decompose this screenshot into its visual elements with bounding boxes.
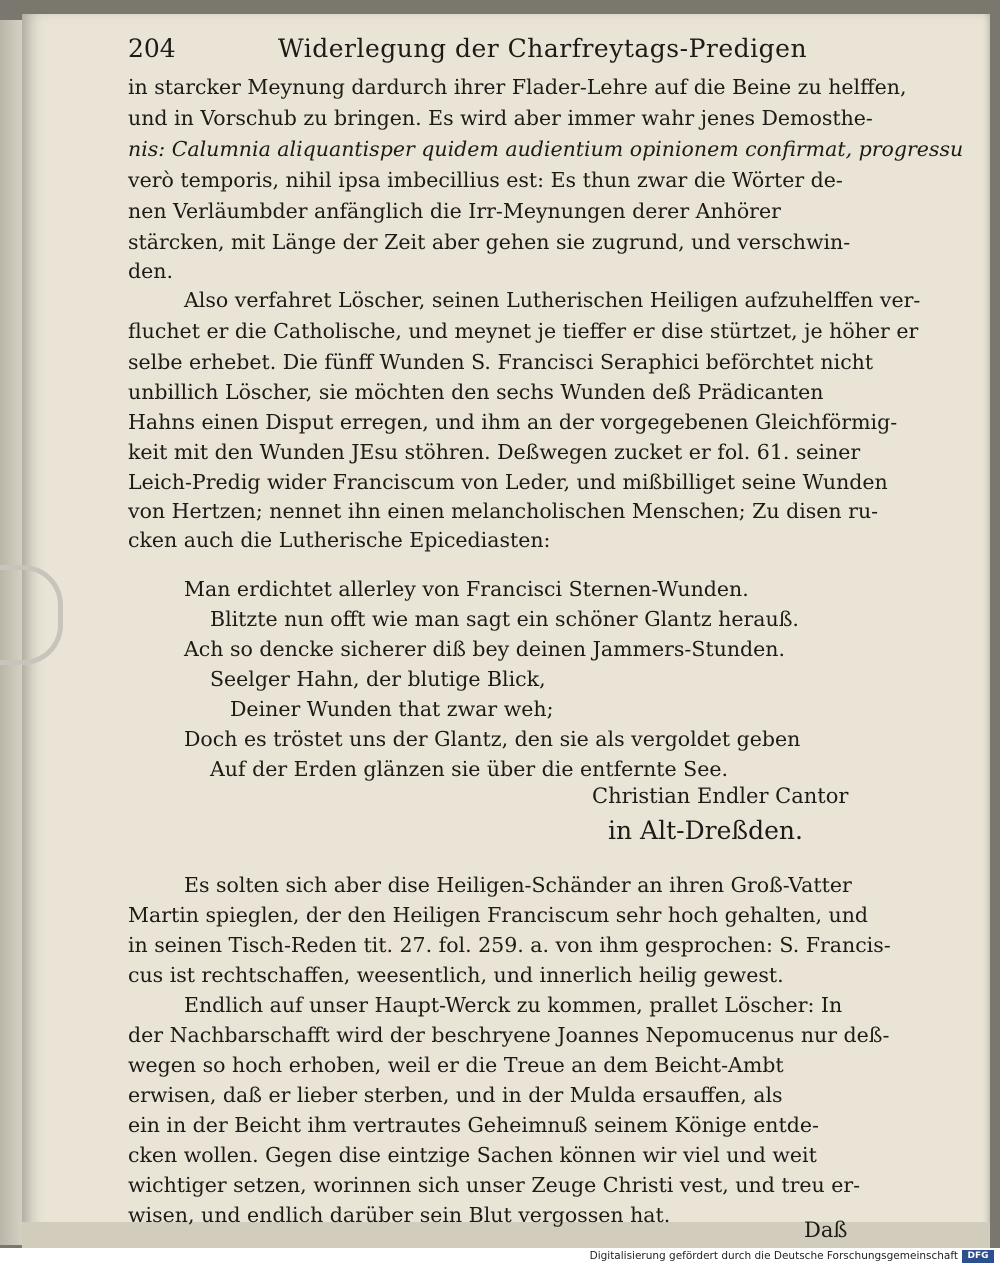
poem-line: Blitzte nun offt wie man sagt ein schöner Glantz herauß.: [210, 607, 799, 631]
body-line: den.: [128, 259, 173, 283]
book-clip: [0, 565, 63, 665]
body-line: wisen, und endlich darüber sein Blut vergossen hat.: [128, 1203, 671, 1227]
body-line: Hahns einen Disput erregen, und ihm an der vorgegebenen Gleichförmig-: [128, 410, 898, 434]
body-line: selbe erhebet. Die fünff Wunden S. Francisci Seraphici beförchtet nicht: [128, 350, 874, 374]
running-header: [128, 34, 888, 68]
poem-line: Seelger Hahn, der blutige Blick,: [210, 667, 546, 691]
poem-line: Auf der Erden glänzen sie über die entfernte See.: [210, 757, 729, 781]
body-line: in starcker Meynung dardurch ihrer Flader-Lehre auf die Beine zu helffen,: [128, 75, 907, 99]
body-line: nen Verläumbder anfänglich die Irr-Meynungen derer Anhörer: [128, 199, 781, 223]
body-line: verò temporis, nihil ipsa imbecillius est: Es thun zwar die Wörter de-: [128, 168, 843, 192]
dfg-logo: DFG: [962, 1250, 994, 1263]
body-line: Also verfahret Löscher, seinen Lutherischen Heiligen aufzuhelffen ver-: [184, 288, 921, 312]
catchword: Daß: [804, 1218, 848, 1242]
body-line: unbillich Löscher, sie möchten den sechs Wunden deß Prädicanten: [128, 380, 824, 404]
body-line: ein in der Beicht ihm vertrautes Geheimnuß seinem Könige entde-: [128, 1113, 819, 1137]
body-line: von Hertzen; nennet ihn einen melancholischen Menschen; Zu disen ru-: [128, 499, 879, 523]
body-line: stärcken, mit Länge der Zeit aber gehen sie zugrund, und verschwin-: [128, 230, 851, 254]
signature-name: Christian Endler Cantor: [592, 784, 849, 808]
body-line: Es solten sich aber dise Heiligen-Schänder an ihren Groß-Vatter: [184, 873, 852, 897]
poem-line: Doch es tröstet uns der Glantz, den sie als vergoldet geben: [184, 727, 801, 751]
body-line: Leich-Predig wider Franciscum von Leder, und mißbilliget seine Wunden: [128, 470, 888, 494]
body-line: und in Vorschub zu bringen. Es wird aber immer wahr jenes Demosthe-: [128, 106, 873, 130]
body-line: fluchet er die Catholische, und meynet je tieffer er dise stürtzet, je höher er: [128, 319, 919, 343]
poem-line: Deiner Wunden that zwar weh;: [230, 697, 554, 721]
body-line: erwisen, daß er lieber sterben, und in der Mulda ersauffen, als: [128, 1083, 783, 1107]
body-line: wegen so hoch erhoben, weil er die Treue an dem Beicht-Ambt: [128, 1053, 784, 1077]
footer-bar: [0, 1248, 1000, 1266]
poem-line: Man erdichtet allerley von Francisci Sternen-Wunden.: [184, 577, 749, 601]
poem-line: Ach so dencke sicherer diß bey deinen Jammers-Stunden.: [184, 637, 785, 661]
body-line: cus ist rechtschaffen, weesentlich, und innerlich heilig gewest.: [128, 963, 784, 987]
body-line: cken auch die Lutherische Epicediasten:: [128, 528, 551, 552]
page-number: 204: [128, 34, 176, 63]
running-title: Widerlegung der Charfreytags-Predigen: [278, 34, 808, 63]
body-line: cken wollen. Gegen dise eintzige Sachen können wir viel und weit: [128, 1143, 817, 1167]
footer-credit: Digitalisierung gefördert durch die Deutsche Forschungsgemeinschaft: [589, 1250, 958, 1262]
body-line: der Nachbarschafft wird der beschryene Joannes Nepomucenus nur deß-: [128, 1023, 890, 1047]
body-line: nis: Calumnia aliquantisper quidem audientium opinionem confirmat, progressu: [128, 137, 964, 161]
signature-place: in Alt-Dreßden.: [608, 816, 803, 845]
body-line: Martin spieglen, der den Heiligen Franciscum sehr hoch gehalten, und: [128, 903, 869, 927]
body-line: wichtiger setzen, worinnen sich unser Zeuge Christi vest, und treu er-: [128, 1173, 861, 1197]
body-line: keit mit den Wunden JEsu stöhren. Deßwegen zucket er fol. 61. seiner: [128, 440, 861, 464]
body-line: in seinen Tisch-Reden tit. 27. fol. 259. a. von ihm gesprochen: S. Francis-: [128, 933, 891, 957]
body-line: Endlich auf unser Haupt-Werck zu kommen, prallet Löscher: In: [184, 993, 843, 1017]
